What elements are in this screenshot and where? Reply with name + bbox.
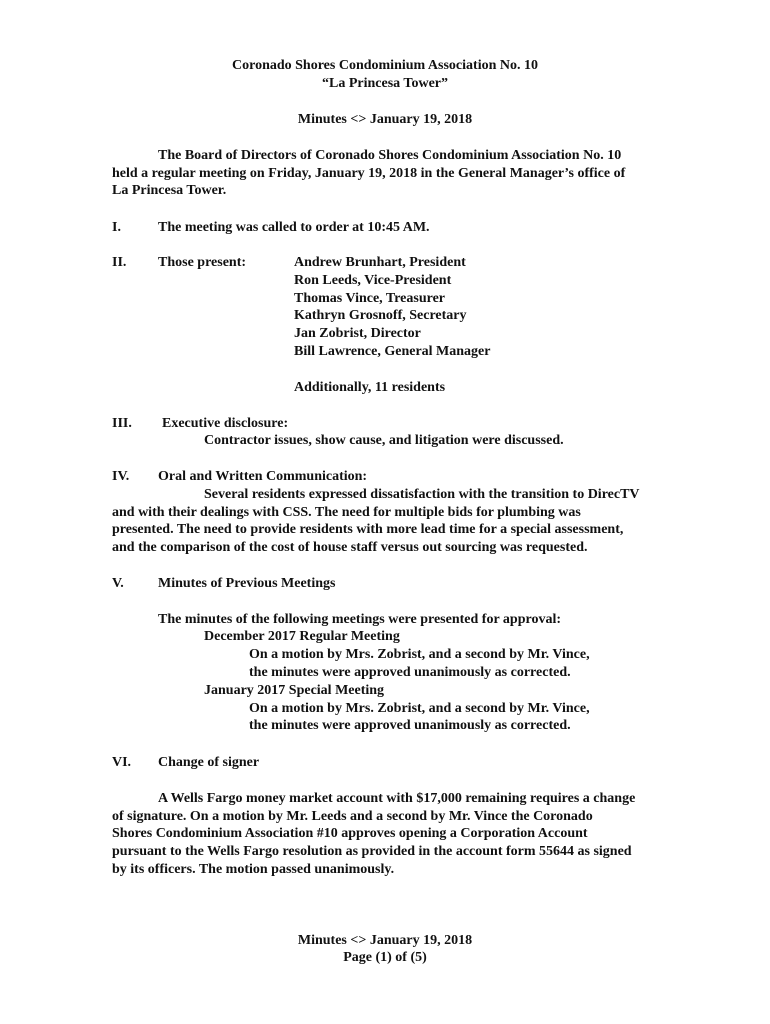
section-title: Oral and Written Communication: bbox=[158, 469, 368, 484]
section-title: Change of signer bbox=[158, 755, 260, 770]
intro-line: The Board of Directors of Coronado Shores Condominium Association No. 10 bbox=[158, 148, 622, 163]
minutes-intro: The minutes of the following meetings were presented for approval: bbox=[158, 612, 561, 627]
motion-text: On a motion by Mrs. Zobrist, and a second by Mr. Vince, bbox=[249, 647, 590, 662]
minutes-title: Minutes <> January 19, 2018 bbox=[297, 112, 473, 127]
communication-line: and with their dealings with CSS. The need for multiple bids for plumbing was bbox=[112, 505, 581, 520]
section-number: IV. bbox=[112, 469, 130, 484]
signer-line: A Wells Fargo money market account with $17,000 remaining requires a change bbox=[158, 791, 636, 806]
section-number: V. bbox=[112, 576, 124, 591]
meeting-name: January 2017 Special Meeting bbox=[204, 683, 385, 698]
section-number: VI. bbox=[112, 755, 132, 770]
motion-text: the minutes were approved unanimously as corrected. bbox=[249, 718, 571, 733]
section-title: Minutes of Previous Meetings bbox=[158, 576, 336, 591]
section-number: II. bbox=[112, 255, 127, 270]
meeting-name: December 2017 Regular Meeting bbox=[204, 629, 400, 644]
motion-text: the minutes were approved unanimously as corrected. bbox=[249, 665, 571, 680]
attendee: Jan Zobrist, Director bbox=[294, 326, 421, 341]
association-name: Coronado Shores Condominium Association No. 10 bbox=[232, 58, 538, 73]
attendee: Bill Lawrence, General Manager bbox=[294, 344, 491, 359]
communication-line: and the comparison of the cost of house staff versus out sourcing was requested. bbox=[112, 540, 588, 555]
section-number: III. bbox=[112, 416, 132, 431]
attendee: Kathryn Grosnoff, Secretary bbox=[294, 308, 467, 323]
signer-line: by its officers. The motion passed unanimously. bbox=[112, 862, 395, 877]
page-number: Page (1) of (5) bbox=[343, 950, 427, 965]
signer-line: pursuant to the Wells Fargo resolution as provided in the account form 55644 as signed bbox=[112, 844, 632, 859]
intro-line: La Princesa Tower. bbox=[112, 183, 227, 198]
signer-line: of signature. On a motion by Mr. Leeds and a second by Mr. Vince the Coronado bbox=[112, 809, 593, 824]
signer-line: Shores Condominium Association #10 approves opening a Corporation Account bbox=[112, 826, 588, 841]
communication-line: Several residents expressed dissatisfaction with the transition to DirecTV bbox=[204, 487, 640, 502]
section-title: Executive disclosure: bbox=[162, 416, 289, 431]
tower-name: “La Princesa Tower” bbox=[322, 76, 448, 91]
section-number: I. bbox=[112, 220, 121, 235]
communication-line: presented. The need to provide residents with more lead time for a special assessment, bbox=[112, 522, 624, 537]
attendee: Thomas Vince, Treasurer bbox=[294, 291, 446, 306]
additional-attendees: Additionally, 11 residents bbox=[294, 380, 446, 395]
motion-text: On a motion by Mrs. Zobrist, and a second by Mr. Vince, bbox=[249, 701, 590, 716]
attendee: Andrew Brunhart, President bbox=[294, 255, 466, 270]
executive-disclosure-text: Contractor issues, show cause, and litigation were discussed. bbox=[204, 433, 564, 448]
footer-minutes-title: Minutes <> January 19, 2018 bbox=[297, 933, 473, 948]
call-to-order-text: The meeting was called to order at 10:45 AM. bbox=[158, 220, 430, 235]
attendee: Ron Leeds, Vice-President bbox=[294, 273, 452, 288]
intro-line: held a regular meeting on Friday, January 19, 2018 in the General Manager’s office of bbox=[112, 166, 626, 181]
those-present-label: Those present: bbox=[158, 255, 247, 270]
